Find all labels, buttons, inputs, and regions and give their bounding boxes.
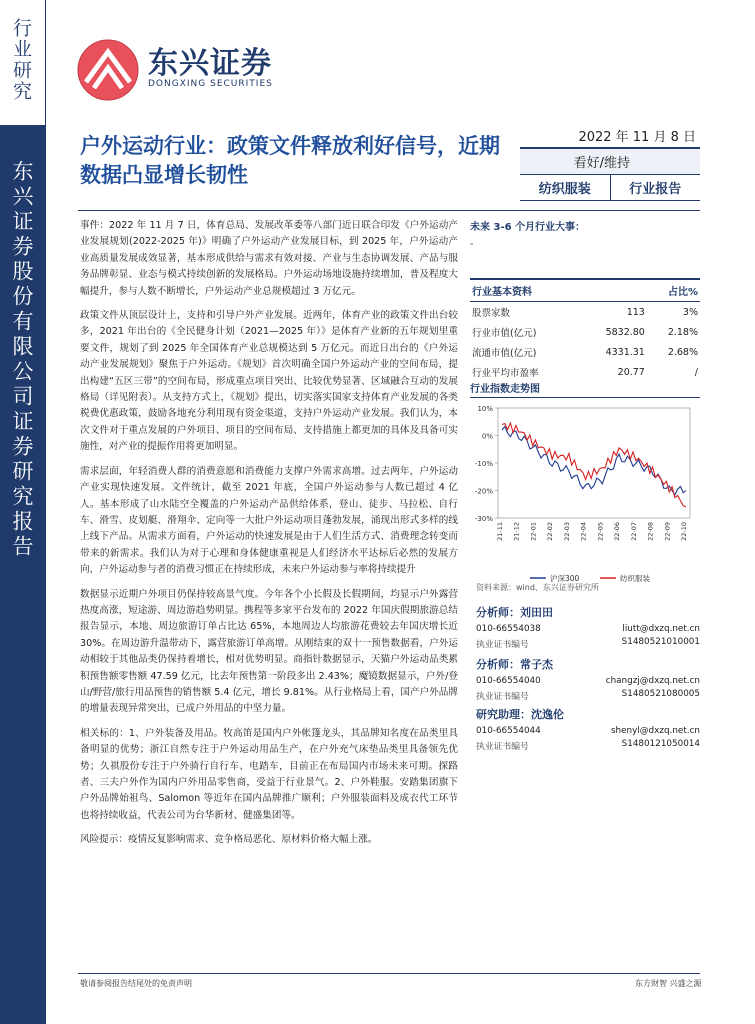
index-trend-chart bbox=[470, 380, 700, 592]
x-tick-label: 22-09 bbox=[663, 522, 672, 541]
table-row bbox=[470, 362, 700, 382]
report-type-tag: 行业报告 bbox=[610, 175, 701, 200]
industry-tag: 纺织服装 bbox=[538, 182, 591, 197]
report-date: 2022 年 11 月 8 日 bbox=[520, 126, 700, 149]
upcoming-events-title: 未来 3-6 个月行业大事： bbox=[470, 222, 586, 233]
paragraph-demand: 需求层面，年轻消费人群的消费意愿和消费能力支撑户外需求高增。过去两年，户外运动产业实现快速发展。文件统计，截至 2021 年底，全国户外运动参与人数已超过 4 亿人。基本形成了山水陆空全覆盖的户外运动产品供给体系，登山、徒步、马拉松、自行车、滑雪、皮划艇、滑翔伞、定向等一大批户外运动项目蓬勃发展，涌现出形式多样的线上线下产品。从需求方面看，户外运动的快速发展是由于人们生活方式、消费理念转变而带来的新需求。我们认为对于心理和身体健康重视是人们经济水平达标后必然的发展方向，户外运动参与者的消费习惯正在持续形成，未来户外运动参与率将持续提升 bbox=[80, 465, 458, 576]
x-tick-label: 22-06 bbox=[613, 522, 622, 541]
chart-svg bbox=[470, 398, 700, 588]
table-row bbox=[470, 342, 700, 362]
upcoming-events-value: - bbox=[470, 239, 474, 250]
tags-row bbox=[520, 175, 700, 201]
analyst-email[interactable]: liutt@dxzq.net.cn bbox=[622, 624, 700, 634]
analyst-phone: 010-66554038 bbox=[476, 624, 541, 634]
paragraph-event: 事件：2022 年 11 月 7 日，体育总局、发展改革委等八部门近日联合印发《户外运动产业发展规划(2022-2025 年)》明确了户外运动产业发展目标，到 2025 年，户外运动产业高质量发展成效显著，基本形成供给与需求有效对接、产业与生态协调发展、产品与服务品牌彰显、业态与模式持续创新的发展格局。户外运动场地设施持续增加，普及程度大幅提升，参与人数不断增长，户外运动产业总规模超过 3 万亿元。 bbox=[80, 220, 458, 297]
x-tick-label: 22-07 bbox=[629, 522, 638, 541]
analyst-role: 分析师： bbox=[476, 658, 520, 671]
analyst-name: 常子杰 bbox=[520, 658, 553, 671]
x-tick-label: 22-02 bbox=[546, 522, 555, 541]
basic-data-table bbox=[470, 278, 700, 382]
report-info-box bbox=[520, 126, 700, 201]
x-tick-label: 21-11 bbox=[496, 522, 504, 541]
row-value: 5832.80 bbox=[605, 326, 645, 338]
plot-frame bbox=[498, 408, 690, 518]
logo-subtitle: DONGXING SECURITIES bbox=[148, 79, 273, 89]
rating-label: 看好/维持 bbox=[520, 149, 700, 175]
analyst-email[interactable]: shenyl@dxzq.net.cn bbox=[610, 726, 700, 736]
cert-label: 执业证书编号 bbox=[476, 692, 529, 702]
footer-divider bbox=[78, 973, 700, 974]
chart-source: 资料来源：wind、东兴证券研究所 bbox=[476, 583, 599, 592]
paragraph-risk: 风险提示：疫情反复影响需求、竞争格局恶化、原材料价格大幅上涨。 bbox=[80, 834, 378, 846]
cert-label: 执业证书编号 bbox=[476, 640, 529, 650]
row-label: 行业平均市盈率 bbox=[472, 368, 539, 379]
row-pct: 2.18% bbox=[667, 326, 698, 338]
x-tick-label: 22-10 bbox=[680, 522, 688, 541]
analyst-phone: 010-66554040 bbox=[476, 676, 541, 686]
logo-mark-icon bbox=[76, 38, 140, 102]
footer-disclaimer: 敬请参阅报告结尾处的免责声明 bbox=[80, 979, 192, 988]
paragraph-data: 数据显示近期户外项目仍保持较高景气度。今年各个小长假及长假期间，均显示户外露营热度高涨，短途游、周边游趋势明显。携程等多家平台发布的 2022 年国庆假期旅游总结报告显示，本地、周边旅游订单占比达 65%，本地周边人均旅游花费较去年国庆增长近 30%。在周边游升温带动下，露营旅游订单高增。从刚结束的双十一预售数据看，户外运动相较于其他品类仍保持着增长，相对优势明显。商指针数据显示，天猫户外运动品类累积预售额零售额 47.59 亿元，比去年预售第一阶段多出 2.43%；魔镜数据显示，户外/登山/野营/旅行用品预售的销售额 5.4 亿元，增长 9.81%。从行业格局上看，国产户外品牌的增量表现异常突出，已成户外用品的中坚力量。 bbox=[80, 588, 458, 715]
y-tick-label: -30% bbox=[474, 515, 493, 523]
analyst-phone: 010-66554044 bbox=[476, 726, 541, 736]
row-pct: / bbox=[694, 366, 698, 378]
x-tick-label: 21-12 bbox=[512, 522, 521, 541]
sidebar-top-box bbox=[0, 0, 46, 125]
logo-name: 东兴证券 bbox=[148, 46, 272, 81]
chart-title: 行业指数走势图 bbox=[470, 380, 700, 398]
row-label: 行业市值(亿元) bbox=[472, 328, 537, 339]
y-tick-label: -20% bbox=[474, 487, 493, 496]
y-tick-label: 0% bbox=[481, 432, 493, 441]
analyst-card bbox=[476, 604, 700, 653]
analyst-cert: S1480521010001 bbox=[621, 637, 700, 647]
x-tick-label: 22-01 bbox=[529, 522, 538, 541]
analyst-title bbox=[476, 604, 700, 620]
x-tick-label: 22-03 bbox=[562, 522, 571, 541]
main-body bbox=[80, 218, 458, 857]
analyst-role: 研究助理： bbox=[476, 708, 531, 721]
analyst-cert: S1480521080005 bbox=[621, 689, 700, 699]
x-tick-label: 22-04 bbox=[579, 522, 588, 541]
analyst-title bbox=[476, 656, 700, 672]
row-value: 4331.31 bbox=[605, 346, 645, 358]
table-row bbox=[470, 322, 700, 342]
analyst-email[interactable]: changzj@dxzq.net.cn bbox=[605, 676, 700, 686]
analyst-name: 刘田田 bbox=[520, 606, 553, 619]
row-label: 股票家数 bbox=[472, 308, 511, 319]
analyst-card bbox=[476, 656, 700, 705]
analyst-cert: S1480121050014 bbox=[621, 739, 700, 749]
series-line-textile bbox=[502, 423, 686, 507]
y-tick-label: 10% bbox=[477, 405, 493, 413]
analyst-title bbox=[476, 706, 700, 722]
row-pct: 3% bbox=[682, 306, 698, 318]
table-header-pct: 占比% bbox=[647, 279, 700, 302]
paragraph-targets: 相关标的：1、户外装备及用品。牧高笛是国内户外帐篷龙头，其品牌知名度在品类里具备明显的优势；浙江自然专注于户外运动用品生产，在户外充气床垫品类里具备领先优势；久祺股份专注于户外骑行自行车、电踏车，目前正在布局国内市场未来可期。探路者、三夫户外作为国内户外用品零售商，受益于行业景气。2、户外鞋服。安踏集团旗下户外品牌始祖鸟、Salomon 等近年在国内品牌推广顺利；户外服装面料及成衣代工环节也将持续收益，代表公司为台华新材、健盛集团等。 bbox=[80, 727, 458, 821]
row-value: 113 bbox=[626, 306, 645, 318]
sidebar-top-label: 行业研究 bbox=[10, 18, 32, 102]
legend-label: 纺织服装 bbox=[620, 574, 650, 583]
table-row bbox=[470, 302, 700, 323]
x-tick-label: 22-05 bbox=[596, 522, 605, 541]
row-pct: 2.68% bbox=[667, 346, 698, 358]
sidebar-main-label: 东兴证券股份有限公司证券研究报告 bbox=[10, 160, 34, 560]
footer-slogan: 东方财智 兴盛之源 bbox=[635, 979, 702, 988]
analyst-card bbox=[476, 706, 700, 755]
sidebar bbox=[0, 0, 46, 1024]
series-line-hs300 bbox=[502, 427, 686, 495]
analyst-role: 分析师： bbox=[476, 606, 520, 619]
x-tick-label: 22-08 bbox=[646, 522, 655, 541]
row-label: 流通市值(亿元) bbox=[472, 348, 537, 359]
company-logo bbox=[76, 38, 296, 108]
y-tick-label: -10% bbox=[474, 460, 493, 468]
paragraph-policy: 政策文件从顶层设计上，支持和引导户外产业发展。近两年，体育产业的政策文件出台较多，2021 年出台的《全民健身计划（2021—2025 年）》是体育产业新的五年规划里重要文件，规划了到 2025 年全国体育产业总规模达到 5 万亿元。而近日出台的《户外运动产业发展规划》聚焦于户外运动。《规划》首次明确全国户外运动产业的空间布局，提出构建“五区三带”的空间布局，形成重点项目突出、比较优势显著、区域融合互动的发展格局（详见附表）。从支持方式上，《规划》提出，切实落实国家支持体育产业发展的各类税费优惠政策，鼓励各地充分利用现有资金渠道，支持户外运动产业发展。我们认为，本次文件对于重点发展的户外项目、项目的空间布局、支持措施上都更加的具体及具备可实施性，对产业的提振作用将更加明显。 bbox=[80, 310, 458, 453]
analyst-name: 沈逸伦 bbox=[531, 708, 564, 721]
header-divider bbox=[78, 210, 700, 211]
report-title: 户外运动行业：政策文件释放利好信号，近期数据凸显增长韧性 bbox=[80, 134, 500, 187]
right-column bbox=[470, 218, 700, 382]
legend-label: 沪深300 bbox=[550, 574, 580, 583]
table-header-label: 行业基本资料 bbox=[470, 279, 580, 302]
row-value: 20.77 bbox=[617, 366, 645, 378]
cert-label: 执业证书编号 bbox=[476, 742, 529, 752]
